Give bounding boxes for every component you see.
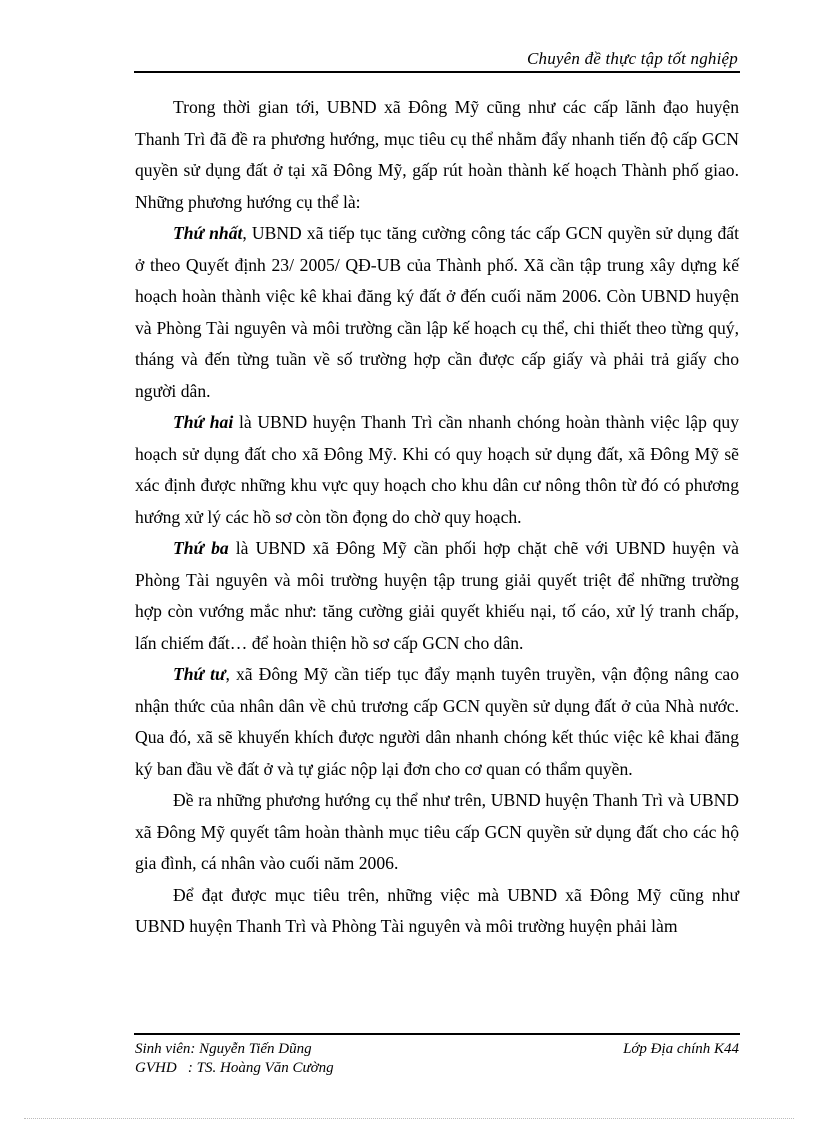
paragraph-text: Để đạt được mục tiêu trên, những việc mà UBND xã Đông Mỹ cũng như UBND huyện Thanh Trì và Phòng Tài nguyên và môi trường huyện phải làm (135, 884, 739, 936)
page-footer (135, 1040, 739, 1078)
paragraph-lead: Thứ nhất (173, 223, 243, 243)
paragraph (135, 533, 739, 659)
footer-row (135, 1040, 739, 1059)
paragraph (135, 407, 739, 533)
paragraph (135, 218, 739, 407)
paragraph-text: Đề ra những phương hướng cụ thể như trên, UBND huyện Thanh Trì và UBND xã Đông Mỹ quyết tâm hoàn thành mục tiêu cấp GCN quyền sử dụng đất cho các hộ gia đình, cá nhân vào cuối năm 2006. (135, 790, 739, 873)
paragraph-text: là UBND huyện Thanh Trì cần nhanh chóng hoàn thành việc lập quy hoạch sử dụng đất cho xã Đông Mỹ. Khi có quy hoạch sử dụng đất, xã Đông Mỹ sẽ xác định được những khu vực quy hoạch cho khu dân cư nông thôn từ đó có phương hướng xử lý các hồ sơ còn tồn đọng do chờ quy hoạch. (135, 412, 739, 527)
footer-advisor: GVHD : TS. Hoàng Văn Cường (135, 1060, 334, 1076)
footer-student: Sinh viên: Nguyễn Tiến Dũng (135, 1041, 312, 1057)
footer-rule (134, 1033, 740, 1035)
paragraph (135, 659, 739, 785)
paragraph (135, 92, 739, 218)
header-rule (134, 71, 740, 73)
paragraph (135, 880, 739, 943)
footer-class: Lớp Địa chính K44 (623, 1041, 739, 1057)
body-text (135, 92, 739, 943)
paragraph-text: , xã Đông Mỹ cần tiếp tục đẩy mạnh tuyên truyền, vận động nâng cao nhận thức của nhân dân về chủ trương cấp GCN quyền sử dụng đất ở của Nhà nước. Qua đó, xã sẽ khuyến khích được người dân nhanh chóng kết thúc việc kê khai đăng ký ban đầu về đất ở và tự giác nộp lại đơn cho cơ quan có thẩm quyền. (135, 664, 739, 779)
page-header-title: Chuyên đề thực tập tốt nghiệp (526, 49, 738, 68)
paragraph-text: là UBND xã Đông Mỹ cần phối hợp chặt chẽ với UBND huyện và Phòng Tài nguyên và môi trường huyện tập trung giải quyết triệt để những trường hợp còn vướng mắc như: tăng cường giải quyết khiếu nại, tố cáo, xử lý tranh chấp, lấn chiếm đất… để hoàn thiện hồ sơ cấp GCN cho dân. (135, 538, 739, 653)
paragraph (135, 785, 739, 880)
page-bottom-dotted-line (24, 1118, 794, 1119)
paragraph-lead: Thứ tư (173, 664, 226, 684)
paragraph-text: , UBND xã tiếp tục tăng cường công tác cấp GCN quyền sử dụng đất ở theo Quyết định 23/ 2005/ QĐ-UB của Thành phố. Xã cần tập trung xây dựng kế hoạch hoàn thành việc kê khai đăng ký đất ở đến cuối năm 2006. Còn UBND huyện và Phòng Tài nguyên và môi trường cần lập kế hoạch cụ thể, chi thiết theo từng quý, tháng và đến từng tuần về số trường hợp cần được cấp giấy và phải trả giấy cho người dân. (135, 223, 739, 401)
paragraph-lead: Thứ hai (173, 412, 234, 432)
footer-row (135, 1059, 739, 1078)
paragraph-text: Trong thời gian tới, UBND xã Đông Mỹ cũng như các cấp lãnh đạo huyện Thanh Trì đã đề ra phương hướng, mục tiêu cụ thể nhằm đẩy nhanh tiến độ cấp GCN quyền sử dụng đất ở tại xã Đông Mỹ, gấp rút hoàn thành kế hoạch Thành phố giao. Những phương hướng cụ thể là: (135, 97, 739, 212)
paragraph-lead: Thứ ba (173, 538, 229, 558)
